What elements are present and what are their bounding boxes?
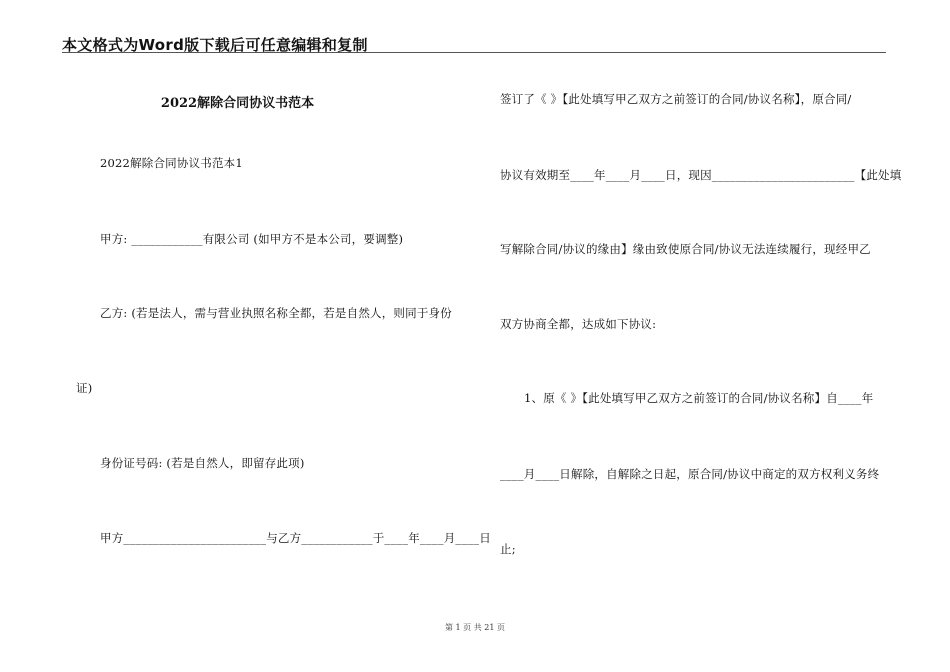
right-line-6: ____月____日解除，自解除之日起，原合同/协议中商定的双方权利义务终 [500, 467, 880, 481]
left-paragraph-4: 身份证号码: (若是自然人，即留存此项) [100, 456, 305, 470]
left-paragraph-3: 乙方: (若是法人，需与营业执照名称全都，若是自然人，则同于身份 [100, 306, 452, 320]
header-divider [62, 52, 886, 53]
left-paragraph-3-cont: 证) [76, 381, 93, 395]
left-paragraph-1: 2022解除合同协议书范本1 [100, 156, 243, 170]
document-title: 2022解除合同协议书范本 [160, 96, 315, 111]
right-line-1: 签订了《 》【此处填写甲乙双方之前签订的合同/协议名称】，原合同/ [500, 92, 852, 106]
right-line-7: 止; [500, 542, 516, 556]
left-paragraph-2: 甲方: ____________有限公司 (如甲方不是本公司，要调整) [100, 232, 404, 246]
right-line-4: 双方协商全都，达成如下协议: [500, 317, 657, 331]
right-line-2: 协议有效期至____年____月____日，现因________________________【此处填 [500, 168, 902, 182]
right-line-5: 1、原《 》【此处填写甲乙双方之前签订的合同/协议名称】自____年 [524, 391, 874, 405]
header-banner: 本文格式为Word版下载后可任意编辑和复制 [62, 36, 368, 54]
right-line-3: 写解除合同/协议的缘由】缘由致使原合同/协议无法连续履行，现经甲乙 [500, 242, 871, 256]
page-indicator: 第 1 页 共 21 页 [445, 623, 505, 632]
left-paragraph-5: 甲方________________________与乙方____________于____年____月____日 [100, 531, 491, 545]
